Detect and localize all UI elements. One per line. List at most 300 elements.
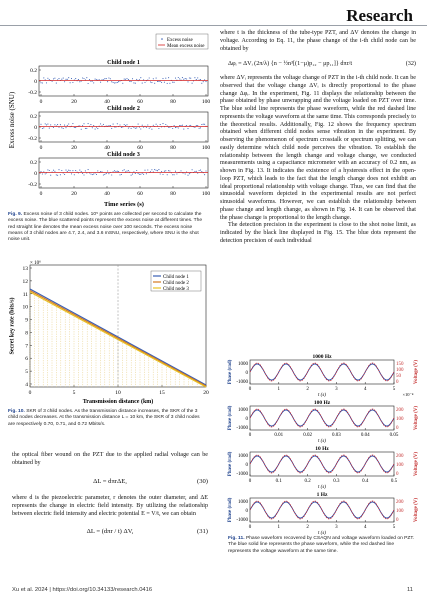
fig9-noise-point (67, 171, 68, 172)
fig11-xtick: 0.01 (274, 433, 284, 438)
fig9-noise-point (172, 174, 173, 175)
fig11-panel-title: 1000 Hz (312, 354, 332, 360)
fig9-panel-title: Child node 2 (107, 106, 140, 112)
fig9-noise-point (92, 127, 93, 128)
fig9-noise-point (205, 170, 206, 171)
fig9-noise-point (187, 128, 188, 129)
fig9-noise-point (50, 175, 51, 176)
figure-11-chart (226, 350, 422, 536)
fig9-xtick: 60 (137, 191, 143, 197)
fig9-noise-point (136, 170, 137, 171)
fig11-exponent: ×10⁻⁴ (402, 392, 414, 397)
fig9-noise-point (190, 78, 191, 79)
fig9-noise-point (111, 128, 112, 129)
fig11-ylabel-left: Phase (rad) (228, 497, 234, 523)
fig9-noise-point (157, 81, 158, 82)
fig11-xtick: 0.02 (303, 433, 312, 438)
fig9-noise-point (46, 124, 47, 125)
fig10-ytick: 8 (25, 330, 28, 337)
fig9-noise-point (111, 81, 112, 82)
fig9-noise-point (131, 81, 132, 82)
fig10-xtick: 10 (115, 390, 121, 396)
fig9-noise-point (118, 171, 119, 172)
fig9-noise-point (125, 79, 126, 80)
fig9-noise-point (168, 77, 169, 78)
figure-10 (6, 257, 211, 407)
fig9-noise-point (142, 125, 143, 126)
fig9-noise-point (203, 81, 204, 82)
fig9-noise-point (114, 82, 115, 83)
fig9-noise-point (179, 125, 180, 126)
fig9-noise-point (117, 171, 118, 172)
fig11-ylabel-right: Voltage (V) (414, 451, 420, 477)
fig9-noise-point (46, 82, 47, 83)
fig9-noise-point (124, 79, 125, 80)
equation-31 (12, 528, 208, 536)
fig9-noise-point (185, 78, 186, 79)
fig10-ytick: 6 (25, 356, 28, 363)
fig11-xlabel: t (s) (318, 393, 326, 398)
fig9-noise-point (156, 78, 157, 79)
fig9-noise-point (121, 174, 122, 175)
fig9-noise-point (82, 77, 83, 78)
fig11-left-tick: 1000 (238, 500, 248, 505)
fig11-left-tick: -1000 (236, 426, 248, 431)
fig11-left-tick: -1000 (236, 518, 248, 523)
fig9-noise-point (182, 77, 183, 78)
fig11-left-tick: 1000 (238, 362, 248, 367)
fig9-noise-point (74, 174, 75, 175)
fig9-noise-point (83, 174, 84, 175)
fig9-noise-point (108, 77, 109, 78)
fig9-xtick: 80 (170, 99, 176, 105)
fig9-noise-point (165, 124, 166, 125)
fig9-noise-point (115, 171, 116, 172)
figure-9-chart (6, 30, 211, 210)
fig11-ylabel-left: Phase (rad) (228, 405, 234, 431)
fig9-noise-point (49, 128, 50, 129)
fig9-noise-point (124, 169, 125, 170)
fig9-xtick: 100 (201, 99, 211, 105)
fig11-caption-label: Fig. 11. (228, 536, 245, 541)
fig9-caption-label: Fig. 9. (8, 212, 23, 217)
fig10-ytick: 4 (25, 382, 28, 388)
fig9-panel-frame (39, 112, 208, 142)
fig9-noise-point (117, 123, 118, 124)
fig9-caption (8, 212, 208, 243)
fig11-right-tick: 0 (396, 518, 399, 523)
fig9-noise-point (90, 173, 91, 174)
fig9-noise-point (72, 170, 73, 171)
fig9-noise-point (187, 175, 188, 176)
fig9-noise-point (93, 174, 94, 175)
fig9-noise-point (64, 81, 65, 82)
fig9-noise-point (47, 124, 48, 125)
fig9-noise-point (79, 170, 80, 171)
fig9-noise-point (40, 171, 41, 172)
fig9-noise-point (88, 169, 89, 170)
fig11-panel-title: 100 Hz (313, 400, 331, 406)
fig9-noise-point (199, 170, 200, 171)
fig11-right-tick: 0 (396, 380, 399, 385)
fig9-noise-point (138, 173, 139, 174)
fig9-noise-point (92, 174, 93, 175)
fig9-noise-point (151, 169, 152, 170)
fig9-ytick: -0.2 (28, 90, 37, 96)
fig9-noise-point (72, 123, 73, 124)
fig11-xtick: 1 (277, 525, 281, 530)
fig9-noise-point (40, 82, 41, 83)
fig9-noise-point (78, 79, 79, 80)
fig9-noise-point (60, 174, 61, 175)
equation-32 (228, 60, 416, 68)
fig9-noise-point (201, 124, 202, 125)
right-paragraph-2: where ΔVᵢ represents the voltage change of PZT in the i-th child node. It can be observed that the voltage change ΔVᵢ is directly proportional to the phase change Δφᵢ. In the experiment, Fig. 11 displays the relationship between the phase obtained by phase unwrapping and the voltage loaded on PZT over time. The blue solid line represents the phase waveform, while the red dashed line represents the voltage waveform at the same time. This corresponds precisely to the theoretical results. Additionally, Fig. 12 shows the frequency spectrum obtained when different child nodes sense vibration in the experiment. By observing the phenomenon of spectrum crosstalk or spectrum splitting, we can easily determine which child node perceives the vibration. To establish the relationship between the length change and voltage change, we conducted measurements using a capacitance micrometer with an accuracy of 0.2 nm, as shown in Fig. 13. It indicates the existence of a hysteresis effect in the open-loop PZT, which leads to the fact that the length change does not exhibit an ideal proportional relationship with voltage change. Thus, we can find that the sinusoidal waveform depicted in the experimental results are not perfect sinusoidal waveforms. However, we can establish the relationship between phase change and length change, as shown in Fig. 14. It can be observed that the phase change is proportional to the length change. (220, 75, 416, 221)
fig9-noise-point (201, 171, 202, 172)
fig9-noise-point (71, 173, 72, 174)
fig9-noise-point (61, 170, 62, 171)
fig9-noise-point (183, 79, 184, 80)
fig9-noise-point (117, 82, 118, 83)
fig9-noise-point (189, 77, 190, 78)
fig9-xtick: 40 (104, 145, 110, 151)
fig9-noise-point (100, 82, 101, 83)
fig10-ytick: 13 (22, 266, 28, 272)
fig9-noise-point (147, 169, 148, 170)
fig9-noise-point (61, 79, 62, 80)
fig9-xlabel: Time series (s) (104, 201, 144, 208)
fig9-noise-point (107, 170, 108, 171)
header-divider (0, 25, 427, 26)
fig9-noise-point (54, 124, 55, 125)
fig9-noise-point (100, 123, 101, 124)
fig10-xtick: 20 (203, 390, 209, 396)
fig9-noise-point (85, 128, 86, 129)
fig9-noise-point (122, 83, 123, 84)
fig9-panels (28, 34, 210, 197)
fig9-noise-point (200, 170, 201, 171)
fig9-noise-point (192, 169, 193, 170)
fig11-xtick: 0.4 (362, 479, 369, 484)
fig9-noise-point (126, 78, 127, 79)
fig9-noise-point (65, 170, 66, 171)
fig9-noise-point (53, 127, 54, 128)
fig9-noise-point (144, 82, 145, 83)
fig9-noise-point (154, 169, 155, 170)
fig9-ytick: 0 (34, 171, 37, 177)
fig11-right-tick: 100 (396, 417, 404, 422)
fig9-xtick: 80 (170, 145, 176, 151)
fig9-noise-point (144, 170, 145, 171)
footer-citation: Xu et al. 2024 | https://doi.org/10.34133/research.0416 (12, 587, 153, 593)
fig9-noise-point (156, 124, 157, 125)
fig9-noise-point (50, 124, 51, 125)
fig11-left-tick: 1000 (238, 408, 248, 413)
fig11-xtick: 4 (363, 387, 367, 392)
fig9-noise-point (121, 127, 122, 128)
fig9-noise-point (125, 125, 126, 126)
left-paragraph-2: where d is the piezoelectric parameter, r denotes the outer diameter, and ΔE represents the change in electric field intensity. By utilizing the relationship between electric field intensity and electric potential E = V/t, we can obtain (12, 495, 208, 517)
fig9-ytick: -0.2 (28, 182, 37, 188)
fig9-noise-point (64, 174, 65, 175)
fig9-noise-point (200, 127, 201, 128)
fig9-noise-point (153, 125, 154, 126)
fig9-noise-point (150, 81, 151, 82)
fig9-xtick: 80 (170, 191, 176, 197)
fig9-noise-point (96, 174, 97, 175)
fig9-noise-point (97, 128, 98, 129)
fig11-phase-waveform (250, 456, 394, 472)
fig9-noise-point (86, 128, 87, 129)
fig9-noise-point (97, 170, 98, 171)
fig9-noise-point (90, 81, 91, 82)
fig9-noise-point (47, 169, 48, 170)
fig9-noise-point (149, 128, 150, 129)
fig9-noise-point (53, 78, 54, 79)
fig9-noise-point (82, 173, 83, 174)
fig11-left-tick: 0 (245, 417, 248, 422)
fig9-noise-point (70, 170, 71, 171)
fig9-noise-point (65, 127, 66, 128)
fig9-noise-point (60, 124, 61, 125)
fig9-noise-point (56, 83, 57, 84)
fig9-xtick: 20 (71, 99, 77, 105)
fig9-noise-point (175, 127, 176, 128)
fig11-left-tick: 0 (245, 509, 248, 514)
fig9-noise-point (74, 127, 75, 128)
fig11-phase-waveform (250, 502, 394, 518)
fig9-noise-point (132, 78, 133, 79)
fig9-xtick: 0 (39, 145, 43, 151)
fig9-noise-point (83, 123, 84, 124)
fig9-noise-point (157, 170, 158, 171)
fig11-right-tick: 100 (396, 368, 404, 373)
fig9-noise-point (151, 129, 152, 130)
fig9-noise-point (153, 78, 154, 79)
fig9-noise-point (167, 83, 168, 84)
fig9-noise-point (58, 169, 59, 170)
fig10-caption (8, 409, 208, 428)
fig9-noise-point (162, 174, 163, 175)
fig10-legend-entry: Child node 2 (163, 280, 189, 286)
fig9-noise-point (168, 170, 169, 171)
fig9-noise-point (61, 127, 62, 128)
fig9-noise-point (135, 173, 136, 174)
fig9-noise-point (42, 82, 43, 83)
fig9-noise-point (132, 174, 133, 175)
fig11-xtick: 0.05 (389, 433, 399, 438)
fig9-noise-point (104, 78, 105, 79)
fig9-noise-point (205, 81, 206, 82)
fig9-noise-point (175, 171, 176, 172)
left-paragraph-1: the optical fiber wound on the PZT due to the applied radial voltage can be obtained by (12, 452, 208, 466)
fig9-noise-point (128, 79, 129, 80)
fig9-noise-point (189, 173, 190, 174)
fig11-panel-title: 10 Hz (315, 446, 329, 452)
fig9-noise-point (68, 170, 69, 171)
fig9-noise-point (133, 82, 134, 83)
fig9-noise-point (147, 124, 148, 125)
fig10-ytick: 11 (22, 291, 28, 298)
fig9-noise-point (40, 124, 41, 125)
fig11-xtick: 2 (306, 387, 309, 392)
fig9-noise-point (86, 77, 87, 78)
fig10-ytick: 9 (25, 317, 28, 324)
fig9-noise-point (126, 171, 127, 172)
fig11-panel-title: 1 Hz (316, 492, 328, 498)
fig10-legend-entry: Child node 1 (163, 274, 189, 280)
fig9-noise-point (133, 127, 134, 128)
fig9-noise-point (187, 81, 188, 82)
fig9-noise-point (75, 78, 76, 79)
fig9-noise-point (57, 124, 58, 125)
fig9-noise-point (196, 125, 197, 126)
fig9-noise-point (161, 82, 162, 83)
fig9-noise-point (174, 174, 175, 175)
figure-10-chart (6, 257, 211, 407)
fig9-noise-point (139, 174, 140, 175)
fig9-noise-point (190, 125, 191, 126)
equation-30 (12, 478, 208, 486)
fig11-left-tick: 1000 (238, 454, 248, 459)
fig9-noise-point (131, 128, 132, 129)
fig9-noise-point (115, 82, 116, 83)
fig9-noise-point (160, 173, 161, 174)
fig9-noise-point (64, 125, 65, 126)
equation-32-number: (32) (405, 60, 416, 68)
right-paragraph-3: The detection precision in the experiment is close to the shot noise limit, as indicated by the black line displayed in Fig. 15. The blue dots represent the detection precision of each individual (220, 222, 416, 244)
fig11-xtick: 0.2 (304, 479, 311, 484)
fig9-panel-title: Child node 1 (107, 60, 140, 66)
fig9-noise-point (103, 124, 104, 125)
fig9-noise-point (100, 171, 101, 172)
fig9-noise-point (107, 81, 108, 82)
fig9-noise-point (68, 77, 69, 78)
fig9-legend-entry: Excess noise (167, 37, 193, 43)
fig9-noise-point (65, 79, 66, 80)
fig9-noise-point (169, 170, 170, 171)
fig9-noise-point (128, 170, 129, 171)
fig10-xtick: 5 (72, 390, 76, 396)
fig9-noise-point (176, 173, 177, 174)
fig11-ylabel-left: Phase (rad) (228, 359, 234, 385)
equation-30-number: (30) (197, 477, 208, 485)
fig9-noise-point (85, 170, 86, 171)
fig9-noise-point (196, 79, 197, 80)
fig9-ytick: 0.2 (30, 68, 37, 74)
fig9-noise-point (67, 125, 68, 126)
fig11-ylabel-right: Voltage (V) (414, 405, 420, 431)
fig11-right-tick: 0 (396, 426, 399, 431)
fig10-ylabel: Secret key rate (bits/s) (9, 297, 16, 355)
fig11-xtick: 0 (248, 525, 252, 530)
fig11-caption (228, 536, 418, 555)
fig9-ytick: 0.2 (30, 160, 37, 166)
fig9-legend-entry: Mean excess noise (167, 43, 205, 49)
fig9-noise-point (164, 171, 165, 172)
fig9-noise-point (114, 170, 115, 171)
fig10-exponent: × 10⁶ (30, 261, 41, 266)
fig11-xtick: 0.03 (332, 433, 341, 438)
fig9-noise-point (67, 79, 68, 80)
left-column-text (12, 452, 208, 535)
fig9-ytick: 0 (34, 79, 37, 85)
equation-32-body: Δφᵢ = ΔVᵢ (2π/λ) {n − ½n³[(1−μ)p₁₂ − μp₁₁]} dπr/t (228, 60, 353, 68)
fig9-noise-point (180, 170, 181, 171)
fig9-noise-point (136, 79, 137, 80)
fig9-noise-point (54, 78, 55, 79)
fig11-xtick: 5 (392, 525, 396, 530)
fig11-xtick: 2 (306, 525, 309, 530)
fig10-caption-text: SKR of 3 child nodes. As the transmission distance increases, the SKR of the 3 child nodes decreases. At the transmission distance L = 10 km, the SKR of 3 child nodes are respectively 0.70, 0.71, and 0.72 Mbits/s. (8, 409, 200, 427)
right-column-text (220, 30, 416, 246)
fig9-noise-point (180, 125, 181, 126)
fig9-noise-point (200, 79, 201, 80)
fig9-noise-point (174, 125, 175, 126)
fig9-noise-point (54, 171, 55, 172)
fig9-noise-point (175, 78, 176, 79)
fig9-noise-point (172, 82, 173, 83)
fig10-ytick: 12 (22, 278, 28, 285)
fig9-noise-point (156, 170, 157, 171)
fig9-noise-point (203, 124, 204, 125)
fig11-left-tick: 0 (245, 463, 248, 468)
fig9-noise-point (158, 169, 159, 170)
fig9-noise-point (196, 171, 197, 172)
fig9-xtick: 60 (137, 145, 143, 151)
fig11-right-tick: 200 (396, 408, 404, 413)
fig9-xtick: 40 (104, 99, 110, 105)
fig11-right-tick: 200 (396, 500, 404, 505)
fig9-xtick: 100 (201, 145, 211, 151)
fig9-noise-point (140, 174, 141, 175)
fig9-noise-point (194, 77, 195, 78)
fig9-noise-point (140, 77, 141, 78)
fig9-caption-text: Excess noise of 3 child nodes. 10⁵ points are collected per second to calculate the excess noise. The blue scattered points represent the excess noise at different times. The red straight line denotes the mean excess noise over 100 seconds. The excess noise means of 3 child nodes are 4.7, 2.4, and 3.6 mSNU, respectively, where SNU is the shot noise unit. (8, 212, 203, 243)
fig11-xlabel: t (s) (318, 485, 326, 490)
fig10-xtick: 15 (159, 390, 165, 396)
fig9-noise-point (95, 129, 96, 130)
fig9-noise-point (90, 124, 91, 125)
fig9-noise-point (82, 125, 83, 126)
fig11-phase-waveform (250, 364, 394, 380)
fig9-noise-point (113, 124, 114, 125)
fig9-legend-point-swatch (161, 38, 163, 40)
fig9-noise-point (183, 129, 184, 130)
fig9-noise-point (49, 79, 50, 80)
fig9-noise-point (113, 82, 114, 83)
fig9-noise-point (178, 127, 179, 128)
fig11-xtick: 0.04 (360, 433, 370, 438)
fig9-noise-point (72, 82, 73, 83)
fig9-noise-point (146, 173, 147, 174)
equation-31-body: ΔL = (dπr / t) ΔV, (86, 527, 134, 535)
fig9-noise-point (95, 79, 96, 80)
fig9-noise-point (81, 171, 82, 172)
fig9-noise-point (194, 171, 195, 172)
fig9-noise-point (88, 123, 89, 124)
equation-31-number: (31) (197, 527, 208, 535)
fig9-noise-point (47, 78, 48, 79)
right-paragraph-1: where t is the thickness of the tube-type PZT, and ΔV denotes the change in voltage. According to Eq. 11, the phase change of the i-th child node can be obtained by (220, 30, 416, 52)
fig9-ytick: 0.2 (30, 114, 37, 120)
fig9-noise-point (138, 124, 139, 125)
fig9-noise-point (56, 174, 57, 175)
fig11-ylabel-right: Voltage (V) (414, 497, 420, 523)
fig9-noise-point (43, 77, 44, 78)
fig9-noise-point (197, 77, 198, 78)
fig11-xtick: 4 (363, 525, 367, 530)
